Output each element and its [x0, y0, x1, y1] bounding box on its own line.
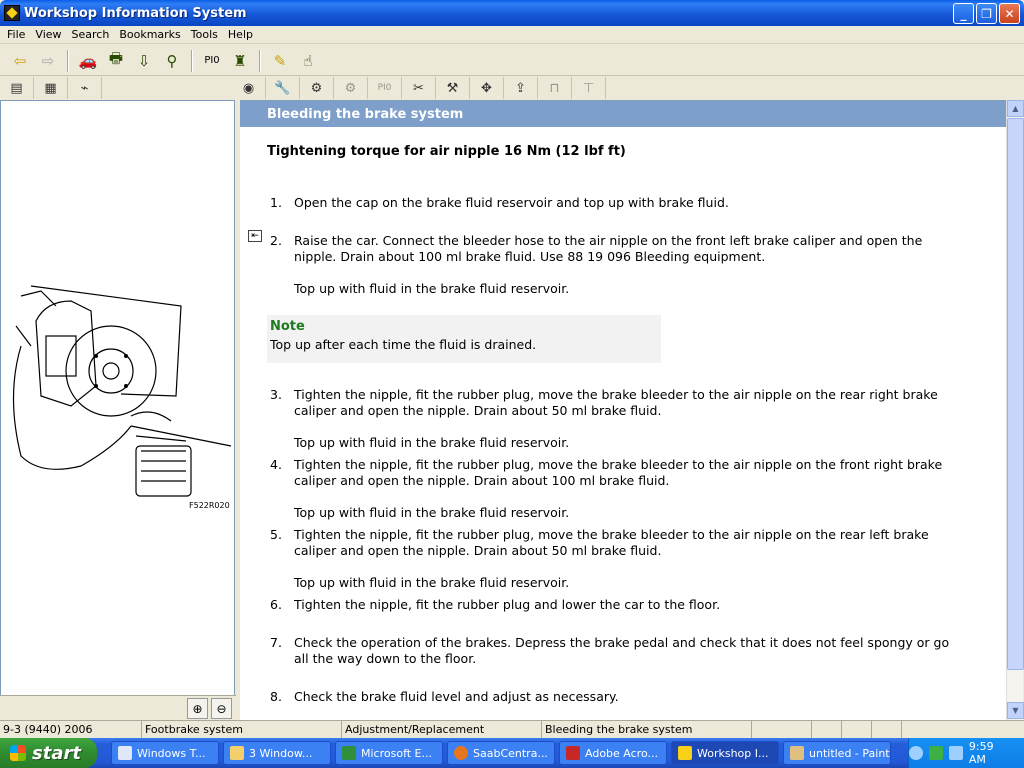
pi-button[interactable]: PI0: [204, 55, 220, 66]
toolbar-separator: [67, 50, 69, 72]
brake-icon[interactable]: ◉: [232, 77, 266, 99]
illustration-pane: [0, 100, 235, 720]
step-text: Raise the car. Connect the bleeder hose to the air nipple on the front left brake caliper and open the nipple. Drain about 100 ml brake fluid. Use 88 19 096 Bleeding equipment.: [294, 233, 923, 264]
menu-bar: [0, 26, 1024, 44]
menu-file[interactable]: File: [7, 28, 26, 41]
document-content: [240, 100, 1006, 720]
document-view-icon[interactable]: ▦: [34, 77, 68, 99]
menu-search[interactable]: Search: [71, 28, 110, 41]
taskbar-item[interactable]: [335, 741, 443, 765]
tray-expand-icon[interactable]: [909, 746, 923, 760]
taskbar-item-label: SaabCentra...: [473, 746, 548, 760]
back-arrow-icon[interactable]: ⇦: [13, 51, 27, 70]
step-item: [270, 457, 960, 489]
zoom-out-icon[interactable]: ⊖: [211, 698, 232, 719]
step-number: 7.: [270, 635, 282, 650]
firefox-icon: [454, 746, 468, 760]
taskbar-item[interactable]: [783, 741, 891, 765]
step-text: Tighten the nipple, fit the rubber plug, move the brake bleeder to the air nipple on the rear left brake caliper and open the nipple. Drain about 50 ml brake fluid.: [294, 527, 929, 558]
step-item: [270, 387, 960, 419]
minimize-button[interactable]: _: [953, 3, 974, 24]
step-text: Check the operation of the brakes. Depress the brake pedal and check that it does not feel spongy or go all the way down to the floor.: [294, 635, 950, 666]
download-icon[interactable]: ⇩: [137, 51, 151, 70]
pointer-icon[interactable]: ☝: [303, 51, 313, 70]
zoom-in-icon[interactable]: ⊕: [187, 698, 208, 719]
wis-icon: [678, 746, 692, 760]
toolbar-separator: [191, 50, 193, 72]
forward-arrow-icon[interactable]: ⇨: [41, 51, 55, 70]
acrobat-icon: [566, 746, 580, 760]
lift-icon[interactable]: ⊓: [538, 77, 572, 99]
note-box: [267, 315, 661, 363]
volume-icon[interactable]: [949, 746, 963, 760]
note-text: Top up after each time the fluid is drained.: [270, 337, 537, 352]
section-heading: Bleeding the brake system: [240, 101, 1006, 127]
step-item: [270, 635, 960, 667]
toolbar-separator: [259, 50, 261, 72]
step-text: Check the brake fluid level and adjust as necessary.: [294, 689, 619, 704]
vertical-scrollbar[interactable]: [1006, 100, 1023, 720]
torque-spec: Tightening torque for air nipple 16 Nm (12 lbf ft): [267, 144, 626, 159]
move-icon[interactable]: ✥: [470, 77, 504, 99]
maximize-button[interactable]: ❐: [976, 3, 997, 24]
step-number: 1.: [270, 195, 282, 210]
hoist-icon[interactable]: ⊤: [572, 77, 606, 99]
step-item: [270, 195, 960, 211]
taskbar-item[interactable]: [111, 741, 219, 765]
taskbar-item-label: Windows T...: [137, 746, 206, 760]
wrench-icon[interactable]: 🔧: [266, 77, 300, 99]
start-label: start: [32, 742, 81, 764]
step-text: Tighten the nipple, fit the rubber plug, move the brake bleeder to the air nipple on the rear right brake caliper and open the nipple. Drain about 50 ml brake fluid.: [294, 387, 938, 418]
status-document: Bleeding the brake system: [542, 721, 752, 738]
taskbar-item-active[interactable]: [671, 741, 779, 765]
window-title: Workshop Information System: [24, 5, 247, 21]
step-text: Tighten the nipple, fit the rubber plug and lower the car to the floor.: [294, 597, 721, 612]
step-number: 2.: [270, 233, 282, 248]
car-icon[interactable]: 🚗: [78, 51, 98, 70]
pi-tab-button[interactable]: PI0: [368, 77, 402, 99]
tree-view-icon[interactable]: ▤: [0, 77, 34, 99]
step-subtext: Top up with fluid in the brake fluid reservoir.: [294, 575, 570, 590]
main-toolbar: [0, 46, 1024, 76]
scroll-down-icon[interactable]: ▼: [1007, 702, 1024, 719]
clock[interactable]: 9:59 AM: [968, 740, 994, 766]
taskbar-item-label: Adobe Acro...: [585, 746, 658, 760]
menu-tools[interactable]: Tools: [190, 28, 218, 41]
window-icon: [118, 746, 132, 760]
taskbar-item[interactable]: [559, 741, 667, 765]
pencil-icon[interactable]: ✎: [273, 51, 287, 70]
window-controls: [953, 3, 1020, 24]
status-empty: [752, 721, 812, 738]
app-icon: [4, 5, 20, 21]
menu-view[interactable]: View: [35, 28, 62, 41]
taskbar-item-label: Workshop I...: [697, 746, 769, 760]
system-tray: [908, 738, 1024, 768]
status-system: Footbrake system: [142, 721, 342, 738]
windows-logo-icon: [10, 745, 26, 761]
step-text: Open the cap on the brake fluid reservoir and top up with brake fluid.: [294, 195, 729, 210]
step-number: 6.: [270, 597, 282, 612]
taskbar-item[interactable]: [223, 741, 331, 765]
reference-icon[interactable]: ⇤: [248, 230, 262, 242]
taskbar: [0, 738, 1024, 768]
gear-icon[interactable]: ⚙: [300, 77, 334, 99]
paint-icon: [790, 746, 804, 760]
title-bar: [0, 0, 1024, 26]
binoculars-icon[interactable]: ⚲: [166, 51, 178, 70]
secondary-toolbar: [0, 76, 1024, 100]
tool-icon[interactable]: ♜: [233, 51, 247, 70]
close-button[interactable]: ✕: [999, 3, 1020, 24]
step-text: Tighten the nipple, fit the rubber plug, move the brake bleeder to the air nipple on the front right brake caliper and open the nipple. Drain about 100 ml brake fluid.: [294, 457, 943, 488]
step-subtext: Top up with fluid in the brake fluid reservoir.: [294, 435, 570, 450]
step-item: [270, 233, 960, 265]
step-item: [270, 597, 960, 613]
tools-icon[interactable]: ✂: [402, 77, 436, 99]
step-item: [270, 527, 960, 559]
step-subtext: Top up with fluid in the brake fluid reservoir.: [294, 505, 570, 520]
zoom-bar: [0, 695, 236, 720]
status-empty: [812, 721, 842, 738]
taskbar-item-label: untitled - Paint: [809, 746, 890, 760]
scroll-thumb[interactable]: [1007, 118, 1024, 670]
status-operation: Adjustment/Replacement: [342, 721, 542, 738]
status-bar: [0, 720, 1024, 738]
start-button[interactable]: [0, 738, 97, 768]
step-number: 8.: [270, 689, 282, 704]
spanner-icon[interactable]: ⚒: [436, 77, 470, 99]
step-number: 5.: [270, 527, 282, 542]
taskbar-item-label: Microsoft E...: [361, 746, 432, 760]
step-subtext: Top up with fluid in the brake fluid reservoir.: [294, 281, 570, 296]
brake-bleeding-illustration: [1, 276, 234, 516]
status-empty: [842, 721, 872, 738]
note-heading: Note: [270, 319, 305, 334]
menu-bookmarks[interactable]: Bookmarks: [119, 28, 181, 41]
network-icon[interactable]: [929, 746, 943, 760]
diagnostic-view-icon[interactable]: ⌁: [68, 77, 102, 99]
scroll-up-icon[interactable]: ▲: [1007, 100, 1024, 117]
export-icon[interactable]: ⇪: [504, 77, 538, 99]
excel-icon: [342, 746, 356, 760]
menu-help[interactable]: Help: [227, 28, 253, 41]
taskbar-item[interactable]: [447, 741, 555, 765]
step-number: 3.: [270, 387, 282, 402]
gears-icon[interactable]: ⚙: [334, 77, 368, 99]
step-number: 4.: [270, 457, 282, 472]
figure-label: F522R020: [189, 501, 230, 510]
step-item: [270, 689, 960, 705]
taskbar-item-label: 3 Window...: [249, 746, 313, 760]
print-icon[interactable]: 🖶: [108, 49, 124, 67]
folder-icon: [230, 746, 244, 760]
status-empty: [872, 721, 902, 738]
status-model: 9-3 (9440) 2006: [0, 721, 142, 738]
